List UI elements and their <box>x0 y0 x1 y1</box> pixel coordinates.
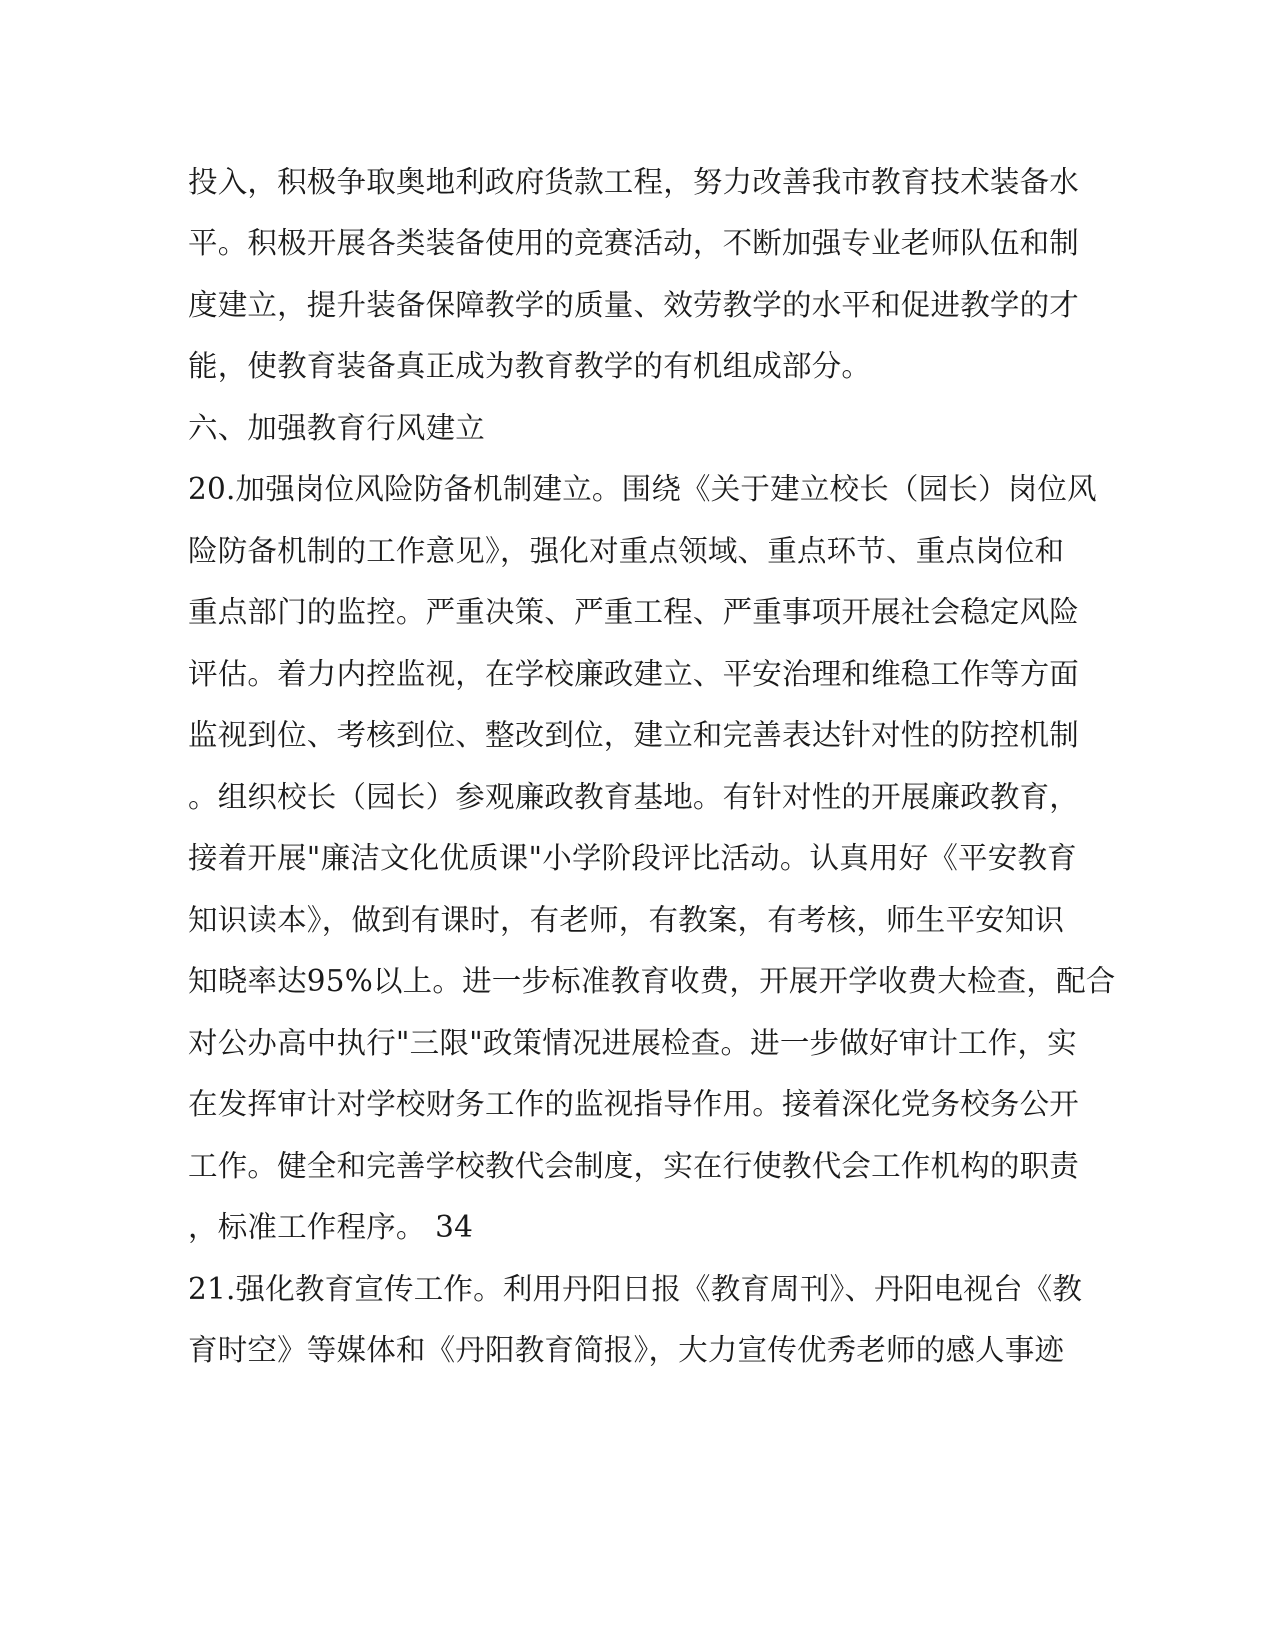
body-text-line: 能，使教育装备真正成为教育教学的有机组成部分。 <box>188 349 872 383</box>
body-text-line: 。组织校长（园长）参观廉政教育基地。有针对性的开展廉政教育， <box>188 780 1080 814</box>
body-text-line: 在发挥审计对学校财务工作的监视指导作用。接着深化党务校务公开 <box>188 1087 1080 1121</box>
body-text-line: 险防备机制的工作意见》，强化对重点领域、重点环节、重点岗位和 <box>188 534 1065 568</box>
body-text-line: 工作。健全和完善学校教代会制度，实在行使教代会工作机构的职责 <box>188 1149 1080 1183</box>
body-text-line: ，标准工作程序。 34 <box>188 1210 474 1244</box>
body-text-line: 重点部门的监控。严重决策、严重工程、严重事项开展社会稳定风险 <box>188 595 1080 629</box>
body-text-line: 平。积极开展各类装备使用的竞赛活动，不断加强专业老师队伍和制 <box>188 226 1080 260</box>
body-text-line: 21.强化教育宣传工作。利用丹阳日报《教育周刊》、丹阳电视台《教 <box>188 1272 1083 1306</box>
body-text-line: 投入，积极争取奥地利政府货款工程，努力改善我市教育技术装备水 <box>188 165 1080 199</box>
body-text-line: 对公办高中执行"三限"政策情况进展检查。进一步做好审计工作，实 <box>188 1026 1077 1060</box>
body-text-line: 知晓率达95%以上。进一步标准教育收费，开展开学收费大检查，配合 <box>188 964 1116 998</box>
body-text-line: 20.加强岗位风险防备机制建立。围绕《关于建立校长（园长）岗位风 <box>188 472 1097 506</box>
section-heading: 六、加强教育行风建立 <box>188 411 486 445</box>
body-text-line: 知识读本》，做到有课时，有老师，有教案，有考核，师生平安知识 <box>188 903 1065 937</box>
body-text-line: 度建立，提升装备保障教学的质量、效劳教学的水平和促进教学的才 <box>188 288 1080 322</box>
body-text-line: 接着开展"廉洁文化优质课"小学阶段评比活动。认真用好《平安教育 <box>188 841 1077 875</box>
body-text-line: 监视到位、考核到位、整改到位，建立和完善表达针对性的防控机制 <box>188 718 1080 752</box>
body-text-line: 评估。着力内控监视，在学校廉政建立、平安治理和维稳工作等方面 <box>188 657 1080 691</box>
body-text-line: 育时空》等媒体和《丹阳教育简报》，大力宣传优秀老师的感人事迹 <box>188 1333 1065 1367</box>
